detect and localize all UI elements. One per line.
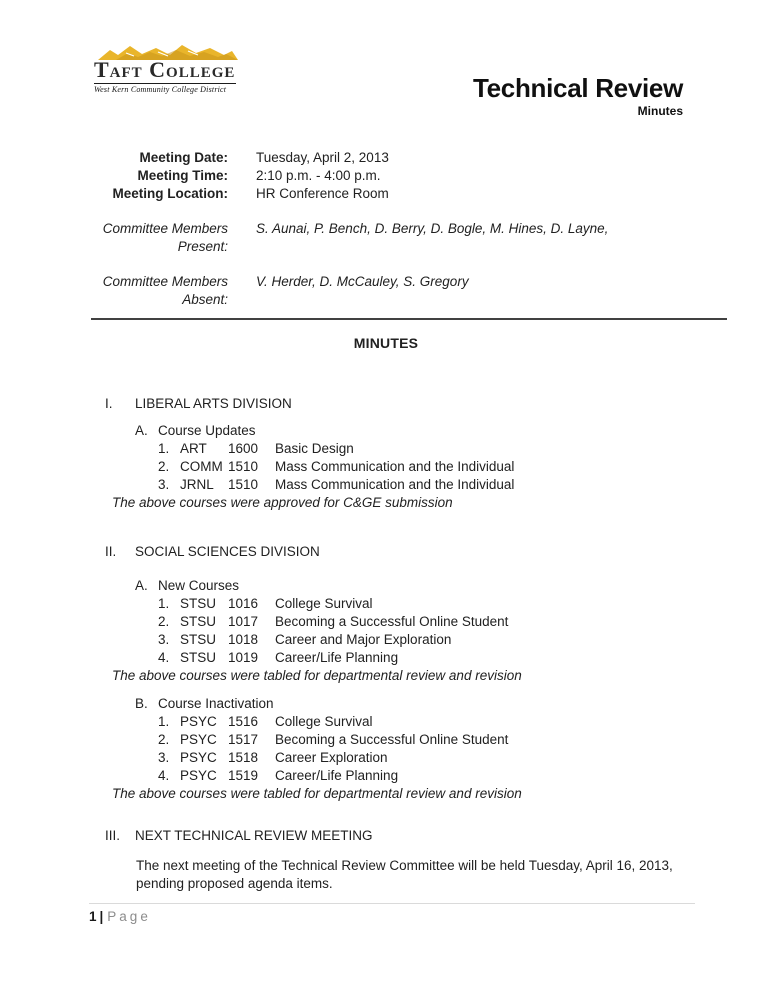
meeting-location-label: Meeting Location:: [112, 186, 228, 201]
document-header: [91, 44, 727, 124]
document-title: Technical Review: [472, 73, 683, 103]
section-1-numeral: I.: [105, 396, 113, 411]
course-number: 1518: [228, 750, 259, 765]
course-title: Becoming a Successful Online Student: [275, 614, 509, 629]
section-next-meeting: [91, 827, 727, 893]
course-row: [158, 767, 727, 785]
page-footer: [89, 903, 695, 924]
committee-members-present: [91, 220, 727, 256]
subsection-title: New Courses: [158, 578, 240, 593]
course-index: 1.: [158, 441, 170, 456]
college-logo: [94, 44, 240, 94]
subsection-course-inactivation: [135, 695, 727, 785]
minutes-heading: MINUTES: [353, 335, 419, 351]
course-index: 4.: [158, 768, 170, 783]
course-code: ART: [180, 441, 207, 456]
meeting-date-label: Meeting Date:: [139, 150, 228, 165]
course-code: COMM: [180, 459, 223, 474]
page-number: 1: [89, 909, 97, 924]
course-number: 1516: [228, 714, 259, 729]
committee-present-value: S. Aunai, P. Bench, D. Berry, D. Bogle, M. Hines, D. Layne,: [256, 221, 609, 236]
course-index: 2.: [158, 614, 170, 629]
course-index: 1.: [158, 596, 170, 611]
section-note: The above courses were tabled for departmental review and revision: [112, 786, 522, 801]
meeting-time-value: 2:10 p.m. - 4:00 p.m.: [256, 168, 381, 183]
course-row: [158, 440, 727, 458]
committee-absent-label: [91, 273, 228, 309]
college-tagline: West Kern Community College District: [94, 85, 227, 94]
course-row: [158, 595, 727, 613]
footer-separator: |: [99, 909, 104, 924]
subsection-course-updates: [135, 422, 727, 494]
course-title: Basic Design: [275, 441, 354, 456]
course-index: 2.: [158, 732, 170, 747]
course-title: Career Exploration: [275, 750, 388, 765]
course-row: [158, 749, 727, 767]
page-label: Page: [107, 909, 151, 924]
header-divider: [91, 318, 727, 320]
meeting-time-label: Meeting Time:: [137, 168, 228, 183]
course-code: PSYC: [180, 750, 217, 765]
course-number: 1016: [228, 596, 259, 611]
course-number: 1018: [228, 632, 259, 647]
section-3-title: NEXT TECHNICAL REVIEW MEETING: [135, 828, 373, 843]
title-block: [240, 75, 727, 118]
section-note: The above courses were approved for C&GE submission: [112, 495, 453, 510]
meeting-info: [91, 149, 727, 203]
course-title: Career/Life Planning: [275, 768, 399, 783]
subsection-letter: A.: [135, 578, 148, 593]
committee-absent-value: V. Herder, D. McCauley, S. Gregory: [256, 274, 469, 289]
course-code: STSU: [180, 596, 217, 611]
course-number: 1510: [228, 459, 259, 474]
course-code: STSU: [180, 614, 217, 629]
document-subtitle: Minutes: [637, 104, 683, 118]
subsection-letter: B.: [135, 696, 148, 711]
course-row: [158, 631, 727, 649]
course-index: 4.: [158, 650, 170, 665]
course-index: 1.: [158, 714, 170, 729]
meeting-location-value: HR Conference Room: [256, 186, 389, 201]
course-row: [158, 613, 727, 631]
section-1-title: LIBERAL ARTS DIVISION: [135, 396, 292, 411]
committee-present-label-line1: Committee Members: [102, 221, 228, 236]
committee-absent-label-line1: Committee Members: [102, 274, 228, 289]
meeting-date-value: Tuesday, April 2, 2013: [256, 150, 389, 165]
course-row: [158, 476, 727, 494]
course-title: Mass Communication and the Individual: [275, 477, 515, 492]
course-title: College Survival: [275, 714, 373, 729]
meeting-location-row: [91, 185, 727, 203]
section-social-sciences: [91, 543, 727, 803]
course-number: 1519: [228, 768, 259, 783]
logo-rule: [94, 83, 236, 84]
course-index: 3.: [158, 750, 170, 765]
course-code: PSYC: [180, 732, 217, 747]
course-row: [158, 731, 727, 749]
course-code: PSYC: [180, 714, 217, 729]
course-number: 1510: [228, 477, 259, 492]
course-code: STSU: [180, 632, 217, 647]
course-title: Career/Life Planning: [275, 650, 399, 665]
course-index: 3.: [158, 477, 170, 492]
course-number: 1017: [228, 614, 259, 629]
subsection-title: Course Inactivation: [158, 696, 274, 711]
course-number: 1019: [228, 650, 259, 665]
course-index: 3.: [158, 632, 170, 647]
course-code: PSYC: [180, 768, 217, 783]
committee-absent-label-line2: Absent:: [182, 292, 228, 307]
course-row: [158, 649, 727, 667]
course-index: 2.: [158, 459, 170, 474]
section-3-numeral: III.: [105, 828, 121, 843]
meeting-time-row: [91, 167, 727, 185]
course-row: [158, 458, 727, 476]
college-name: Taft College: [94, 57, 236, 82]
section-2-numeral: II.: [105, 544, 117, 559]
committee-present-label: [91, 220, 228, 256]
section-liberal-arts: [91, 395, 727, 512]
next-meeting-paragraph: The next meeting of the Technical Review Committee will be held Tuesday, April 16, 2013, pending proposed agenda items.: [136, 858, 673, 891]
course-row: [158, 713, 727, 731]
meeting-date-row: [91, 149, 727, 167]
course-number: 1517: [228, 732, 259, 747]
course-title: Mass Communication and the Individual: [275, 459, 515, 474]
section-note: The above courses were tabled for departmental review and revision: [112, 668, 522, 683]
section-2-title: SOCIAL SCIENCES DIVISION: [135, 544, 320, 559]
subsection-new-courses: [135, 577, 727, 667]
course-code: STSU: [180, 650, 217, 665]
course-title: College Survival: [275, 596, 373, 611]
course-number: 1600: [228, 441, 259, 456]
committee-present-label-line2: Present:: [177, 239, 228, 254]
subsection-title: Course Updates: [158, 423, 256, 438]
course-title: Career and Major Exploration: [275, 632, 452, 647]
course-title: Becoming a Successful Online Student: [275, 732, 509, 747]
course-code: JRNL: [180, 477, 214, 492]
subsection-letter: A.: [135, 423, 148, 438]
committee-members-absent: [91, 273, 727, 309]
